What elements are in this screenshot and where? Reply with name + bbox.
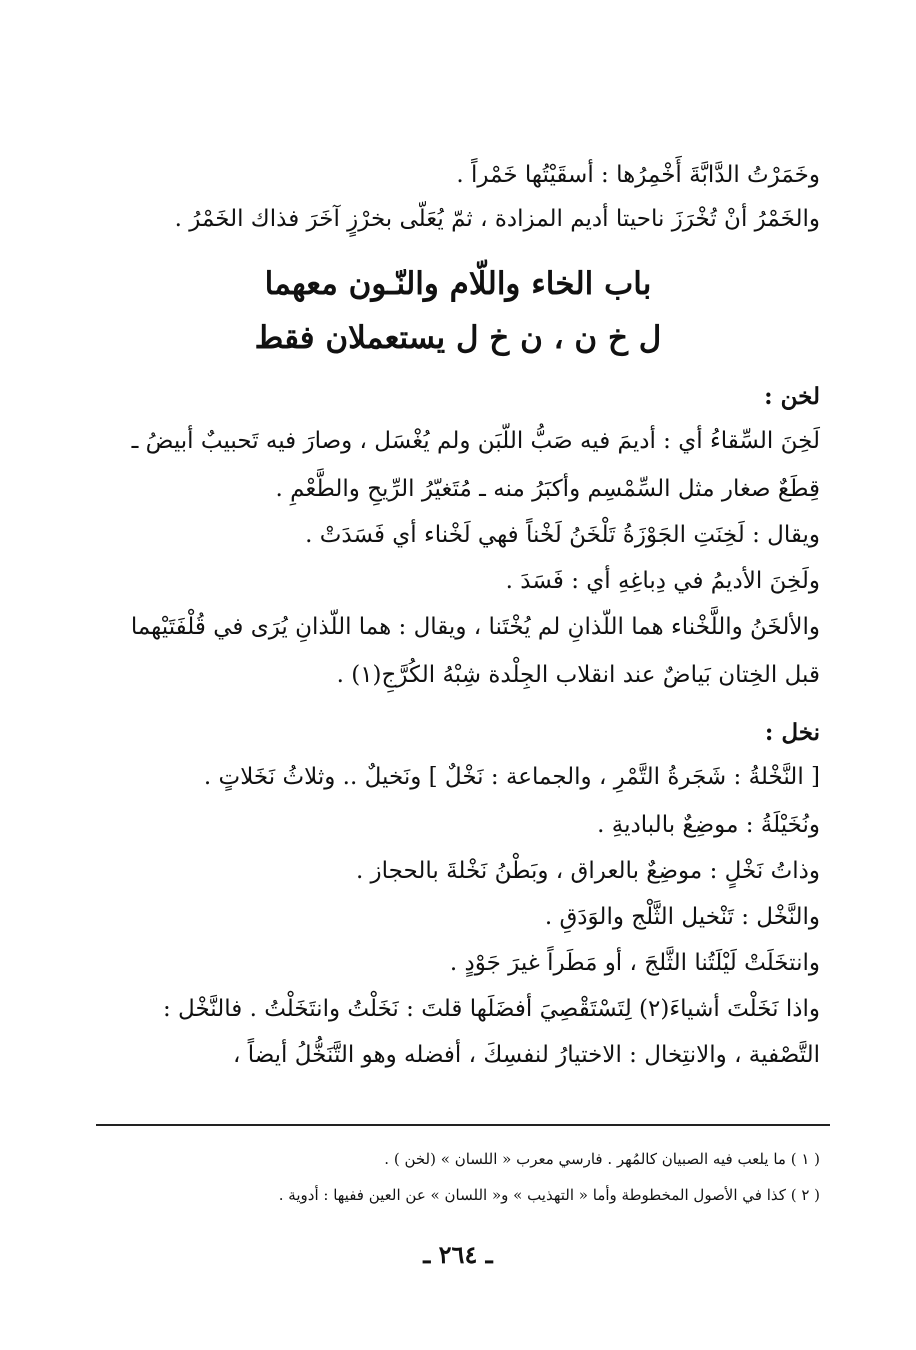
- footnote-separator: [96, 1124, 830, 1126]
- page-number: ـ ٢٦٤ ـ: [423, 1240, 493, 1269]
- text-line: [ النَّخْلةُ : شَجَرةُ التَّمْرِ ، والجماعة : نَخْلٌ ] ونَخيلٌ .. وثلاثُ نَخَلاتٍ .: [203, 764, 820, 790]
- text-line: ولَخِنَ الأديمُ في دِباغِهِ أي : فَسَدَ .: [505, 568, 820, 594]
- footnote: ( ٢ ) كذا في الأصول المخطوطة وأما « التهذيب » و« اللسان » عن العين ففيها : أدوية .: [278, 1186, 820, 1204]
- text-line: والألخَنُ واللَّخْناء هما اللّذانِ لم يُخْتَنا ، ويقال : هما اللّذانِ يُرَى في قُلْفَتَيْهما: [130, 614, 820, 640]
- text-line: التَّصْفية ، والانتِخال : الاختيارُ لنفسِكَ ، أفضله وهو التَّنَخُّلُ أيضاً ،: [232, 1042, 820, 1068]
- entry-title: نخل :: [764, 719, 820, 746]
- text-line: قبل الخِتان بَياضٌ عند انقلاب الجِلْدة شِبْهُ الكُرَّجِ(١) .: [336, 662, 820, 688]
- text-line: لَخِنَ السِّقاءُ أي : أديمَ فيه صَبُّ اللّبَن ولم يُغْسَل ، وصارَ فيه تَحبيبٌ أبيضُ ـ: [131, 428, 820, 454]
- text-line: واذا نَخَلْتَ أشياءَ(٢) لِتَسْتَقْصِيَ أفضَلَها قلتَ : نَخَلْتُ وانتَخَلْتُ . فالنَّخْل :: [162, 996, 820, 1022]
- footnote: ( ١ ) ما يلعب فيه الصبيان كالمُهر . فارسي معرب « اللسان » (لخن ) .: [384, 1150, 820, 1168]
- entry-title: لخن :: [764, 383, 820, 410]
- text-line: قِطَعٌ صغار مثل السِّمْسِم وأكبَرُ منه ـ مُتَغيّرُ الرِّيحِ والطَّعْمِ .: [275, 476, 820, 502]
- chapter-subheading: ل خ ن ، ن خ ل يستعملان فقط: [254, 320, 662, 356]
- text-line: ونُخَيْلَةُ : موضِعٌ بالباديةِ .: [597, 812, 820, 838]
- text-line: والخَمْرُ أنْ تُخْرَزَ ناحيتا أديم المزادة ، ثمّ يُعَلّى بخرْزٍ آخَرَ فذاك الخَمْرُ .: [174, 206, 820, 232]
- text-line: وانتخَلَتْ لَيْلَتُنا الثَّلجَ ، أو مَطَراً غيرَ جَوْدٍ .: [449, 950, 820, 976]
- text-line: ويقال : لَخِنَتِ الجَوْزَةُ تَلْخَنُ لَخْناً فهي لَخْناء أي فَسَدَتْ .: [305, 522, 820, 548]
- text-line: وذاتُ نَخْلٍ : موضِعٌ بالعراق ، وبَطْنُ نَخْلةَ بالحجاز .: [355, 858, 820, 884]
- chapter-heading: باب الخاء واللّام والنّـون معهما: [264, 266, 652, 302]
- text-line: والنَّخْل : تَنْخيل الثَّلْج والوَدَقِ .: [544, 904, 820, 930]
- text-line: وخَمَرْتُ الدَّابَّةَ أَخْمِرُها : أسقَيْتُها خَمْراً .: [456, 162, 820, 188]
